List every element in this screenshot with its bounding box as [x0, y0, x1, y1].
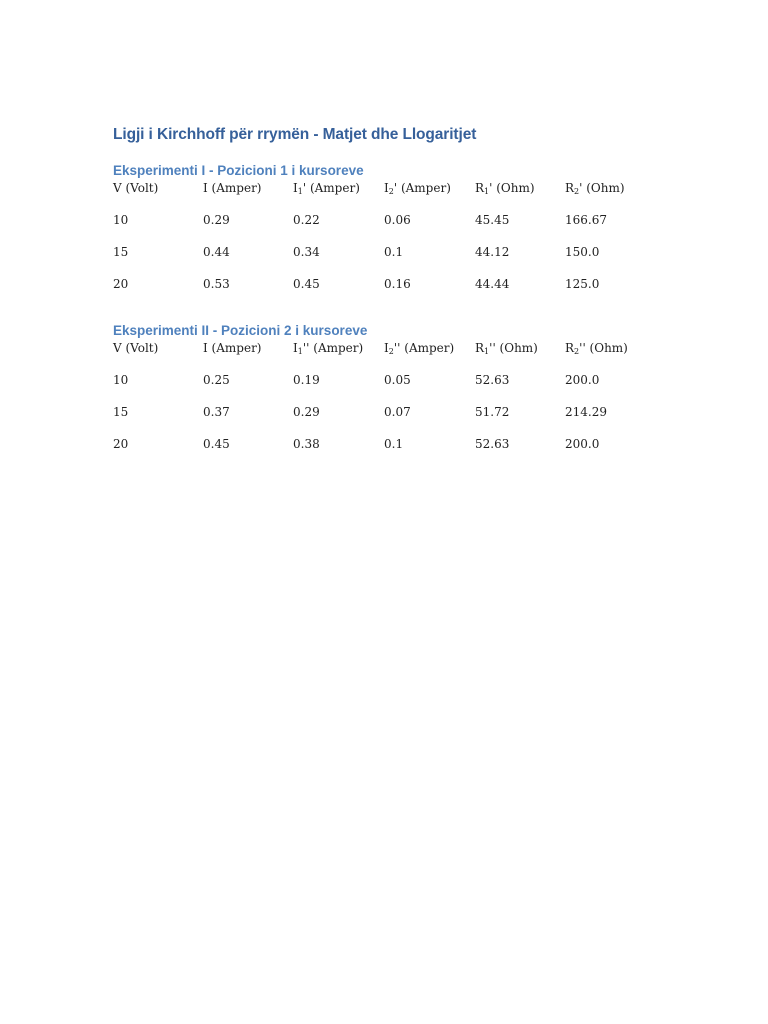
table-cell: 52.63 [475, 437, 510, 451]
table-row [113, 276, 655, 308]
experiment-1-table [113, 180, 655, 308]
table-cell: 0.22 [293, 213, 320, 227]
table-cell: 0.34 [293, 245, 320, 259]
table-cell: 214.29 [565, 405, 607, 419]
table-cell: 0.25 [203, 373, 230, 387]
table-cell: 51.72 [475, 405, 510, 419]
experiment-1-title: Eksperimenti I - Pozicioni 1 i kursoreve [113, 163, 364, 178]
column-header: $R_2''$ (Ohm) [565, 341, 628, 356]
table-cell: 0.45 [203, 437, 230, 451]
table-cell: 45.45 [475, 213, 510, 227]
document-title: Ligji i Kirchhoff për rrymën - Matjet dhe Llogaritjet [113, 126, 477, 143]
experiment-2-title: Eksperimenti II - Pozicioni 2 i kursoreve [113, 323, 368, 338]
table-cell: 44.44 [475, 277, 510, 291]
experiment-2-table [113, 340, 655, 468]
table-cell: 0.38 [293, 437, 320, 451]
column-header: $I_1'$ (Amper) [293, 181, 360, 196]
table-cell: 166.67 [565, 213, 607, 227]
column-header: V (Volt) [113, 341, 159, 355]
column-header: $I_2''$ (Amper) [384, 341, 455, 356]
table-cell: 15 [113, 245, 129, 259]
table-row [113, 244, 655, 276]
table-row [113, 212, 655, 244]
table-cell: 200.0 [565, 437, 600, 451]
column-header: $I_1''$ (Amper) [293, 341, 364, 356]
column-header: I (Amper) [203, 341, 262, 355]
table-cell: 0.06 [384, 213, 411, 227]
column-header: V (Volt) [113, 181, 159, 195]
document-page [113, 125, 673, 468]
table-cell: 0.1 [384, 437, 404, 451]
table-row [113, 404, 655, 436]
table-cell: 0.07 [384, 405, 411, 419]
table-cell: 0.16 [384, 277, 411, 291]
column-header: I (Amper) [203, 181, 262, 195]
column-header: $I_2'$ (Amper) [384, 181, 451, 196]
table-cell: 44.12 [475, 245, 510, 259]
table-header-row [113, 340, 655, 372]
column-header: $R_2'$ (Ohm) [565, 181, 625, 196]
table-cell: 0.53 [203, 277, 230, 291]
column-header: $R_1''$ (Ohm) [475, 341, 538, 356]
table-cell: 15 [113, 405, 129, 419]
table-cell: 0.45 [293, 277, 320, 291]
table-row [113, 372, 655, 404]
table-cell: 150.0 [565, 245, 600, 259]
table-header-row [113, 180, 655, 212]
table-cell: 20 [113, 437, 129, 451]
table-cell: 0.05 [384, 373, 411, 387]
table-row [113, 436, 655, 468]
table-cell: 0.44 [203, 245, 230, 259]
table-cell: 0.19 [293, 373, 320, 387]
table-cell: 0.37 [203, 405, 230, 419]
table-cell: 0.1 [384, 245, 404, 259]
table-cell: 0.29 [293, 405, 320, 419]
table-cell: 20 [113, 277, 129, 291]
table-cell: 10 [113, 213, 129, 227]
table-cell: 52.63 [475, 373, 510, 387]
table-cell: 200.0 [565, 373, 600, 387]
table-cell: 10 [113, 373, 129, 387]
table-cell: 0.29 [203, 213, 230, 227]
column-header: $R_1'$ (Ohm) [475, 181, 535, 196]
table-cell: 125.0 [565, 277, 600, 291]
